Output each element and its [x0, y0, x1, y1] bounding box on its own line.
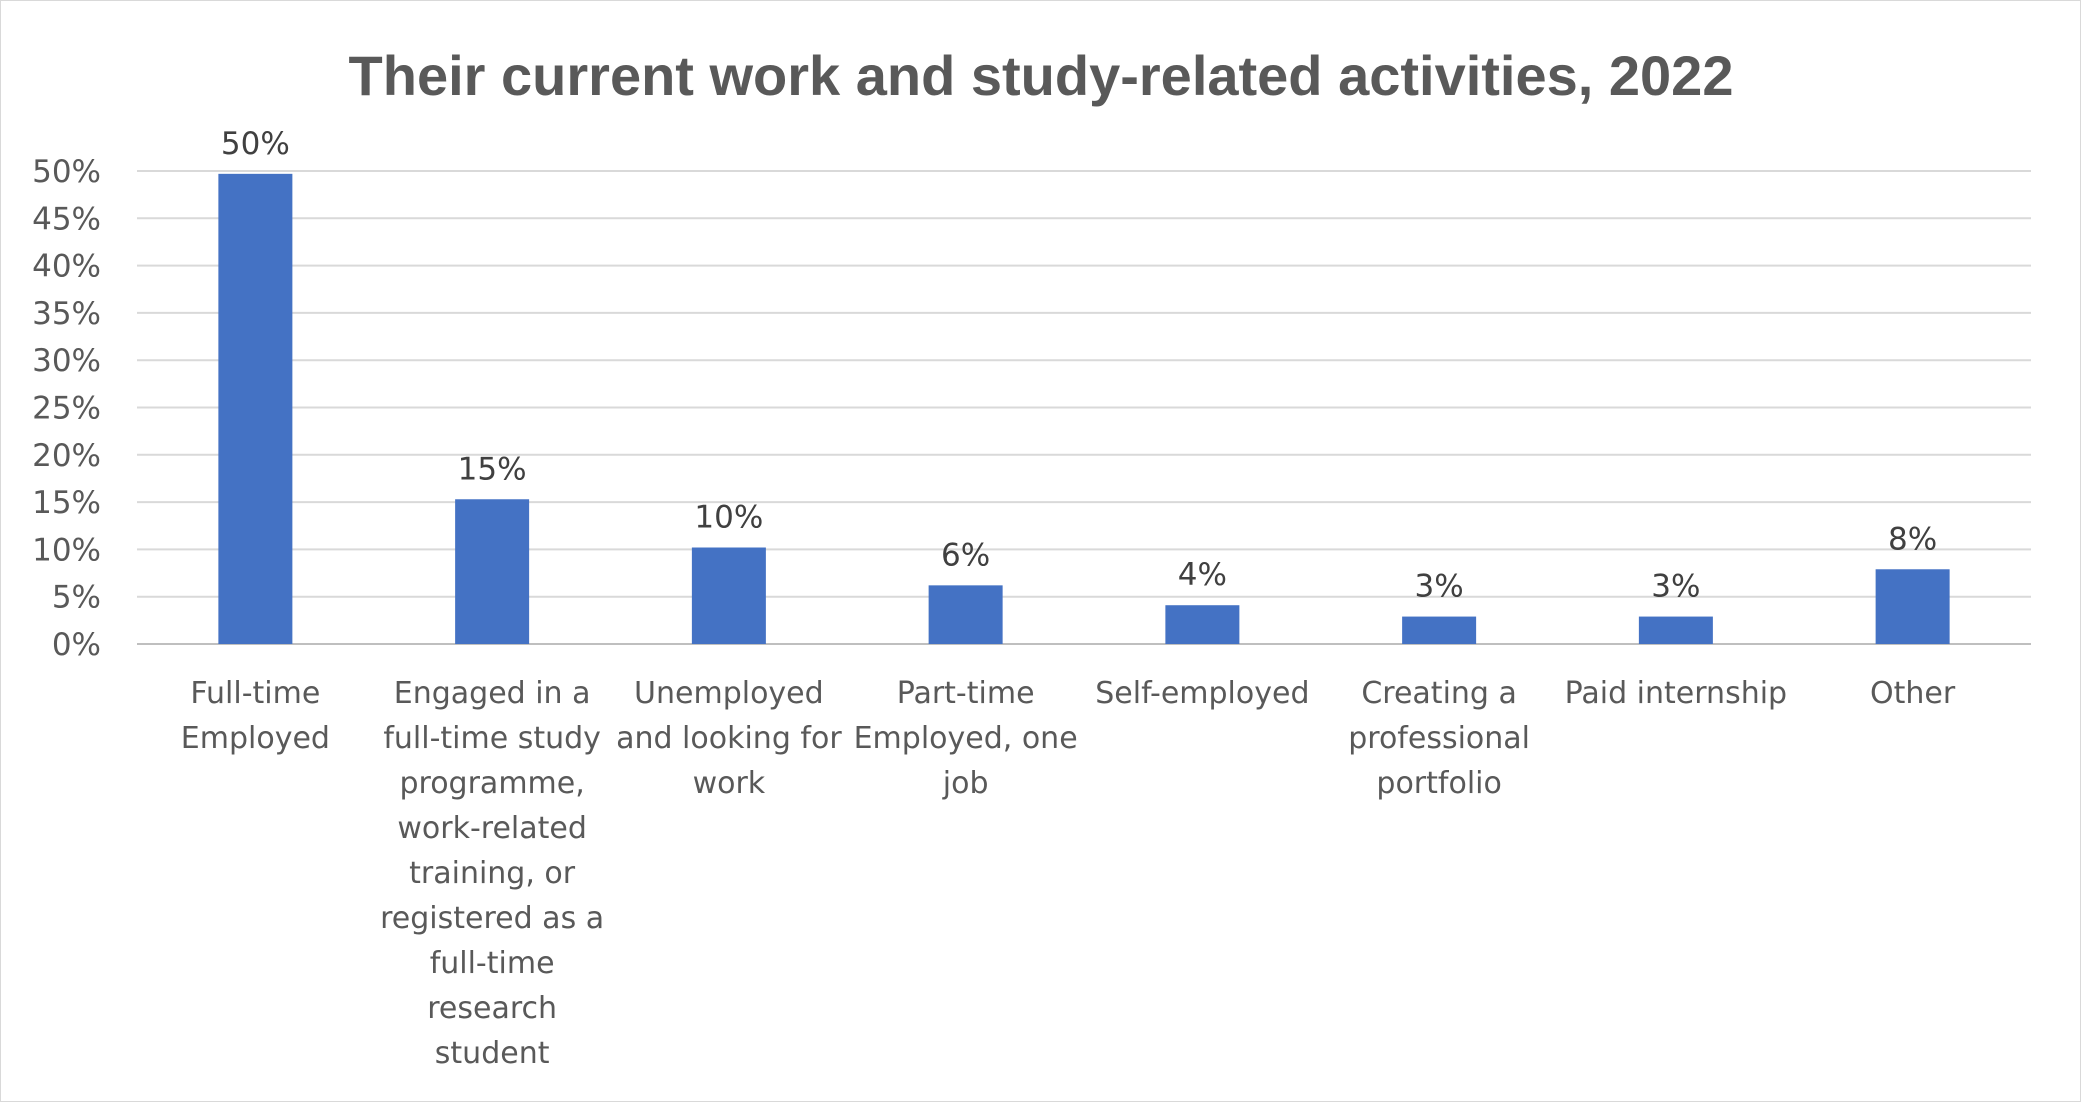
category-label-line: Self-employed [1095, 676, 1310, 711]
x-axis-categories [181, 676, 1956, 1071]
category-label-line: Employed [180, 721, 330, 756]
y-tick-label: 5% [51, 579, 101, 616]
category-label-line: programme, [399, 766, 585, 801]
data-label: 4% [1177, 557, 1227, 594]
y-tick-label: 45% [32, 201, 101, 238]
data-label: 3% [1651, 568, 1701, 605]
category-label-line: work [692, 766, 766, 801]
y-tick-label: 30% [32, 343, 101, 380]
category-label-line: and looking for [616, 721, 842, 756]
y-tick-label: 10% [32, 532, 101, 569]
category-label-line: training, or [409, 856, 576, 891]
category-label-line: Full-time [190, 676, 321, 711]
bar [455, 499, 529, 644]
category-label-line: Employed, one [853, 721, 1078, 756]
chart-title: Their current work and study-related activities, 2022 [348, 44, 1734, 107]
bar [692, 548, 766, 644]
bar [1402, 617, 1476, 644]
bar [1639, 617, 1713, 644]
category-label-line: Engaged in a [393, 676, 591, 711]
category-label [1095, 676, 1309, 711]
y-tick-label: 15% [32, 485, 101, 522]
category-label [854, 676, 1078, 801]
data-label: 8% [1888, 521, 1938, 558]
category-label-line: Other [1870, 676, 1956, 711]
bar [1876, 569, 1950, 644]
bar [218, 174, 292, 644]
bar-chart [1, 1, 2081, 1103]
category-label-line: work-related [397, 811, 587, 846]
category-label-line: full-time [429, 946, 555, 981]
bar [929, 585, 1003, 644]
data-label: 3% [1414, 568, 1464, 605]
category-label [616, 676, 842, 801]
category-label [181, 676, 330, 756]
y-tick-label: 20% [32, 437, 101, 474]
data-label: 6% [941, 537, 991, 574]
category-label-line: Unemployed [634, 676, 824, 711]
y-tick-label: 35% [32, 295, 101, 332]
y-tick-label: 40% [32, 248, 101, 285]
y-tick-label: 25% [32, 390, 101, 427]
category-label-line: professional [1348, 721, 1531, 756]
category-label-line: Creating a [1361, 676, 1517, 711]
category-label-line: full-time study [383, 721, 601, 756]
category-label-line: Part-time [896, 676, 1035, 711]
y-tick-label: 0% [51, 627, 101, 663]
data-label: 50% [220, 125, 290, 162]
category-label [380, 676, 604, 1071]
category-label-line: student [434, 1036, 550, 1071]
category-label-line: research [427, 991, 558, 1026]
data-label: 15% [457, 451, 527, 488]
category-label [1348, 676, 1530, 801]
gridlines [137, 171, 2031, 644]
category-label-line: Paid internship [1564, 676, 1788, 711]
category-label [1870, 676, 1956, 711]
bar [1165, 605, 1239, 644]
y-axis-ticks [32, 154, 101, 663]
y-tick-label: 50% [32, 154, 101, 190]
category-label-line: registered as a [380, 901, 605, 936]
data-label: 10% [694, 499, 764, 536]
category-label-line: portfolio [1376, 766, 1502, 801]
category-label-line: job [942, 766, 989, 801]
category-label [1565, 676, 1787, 711]
